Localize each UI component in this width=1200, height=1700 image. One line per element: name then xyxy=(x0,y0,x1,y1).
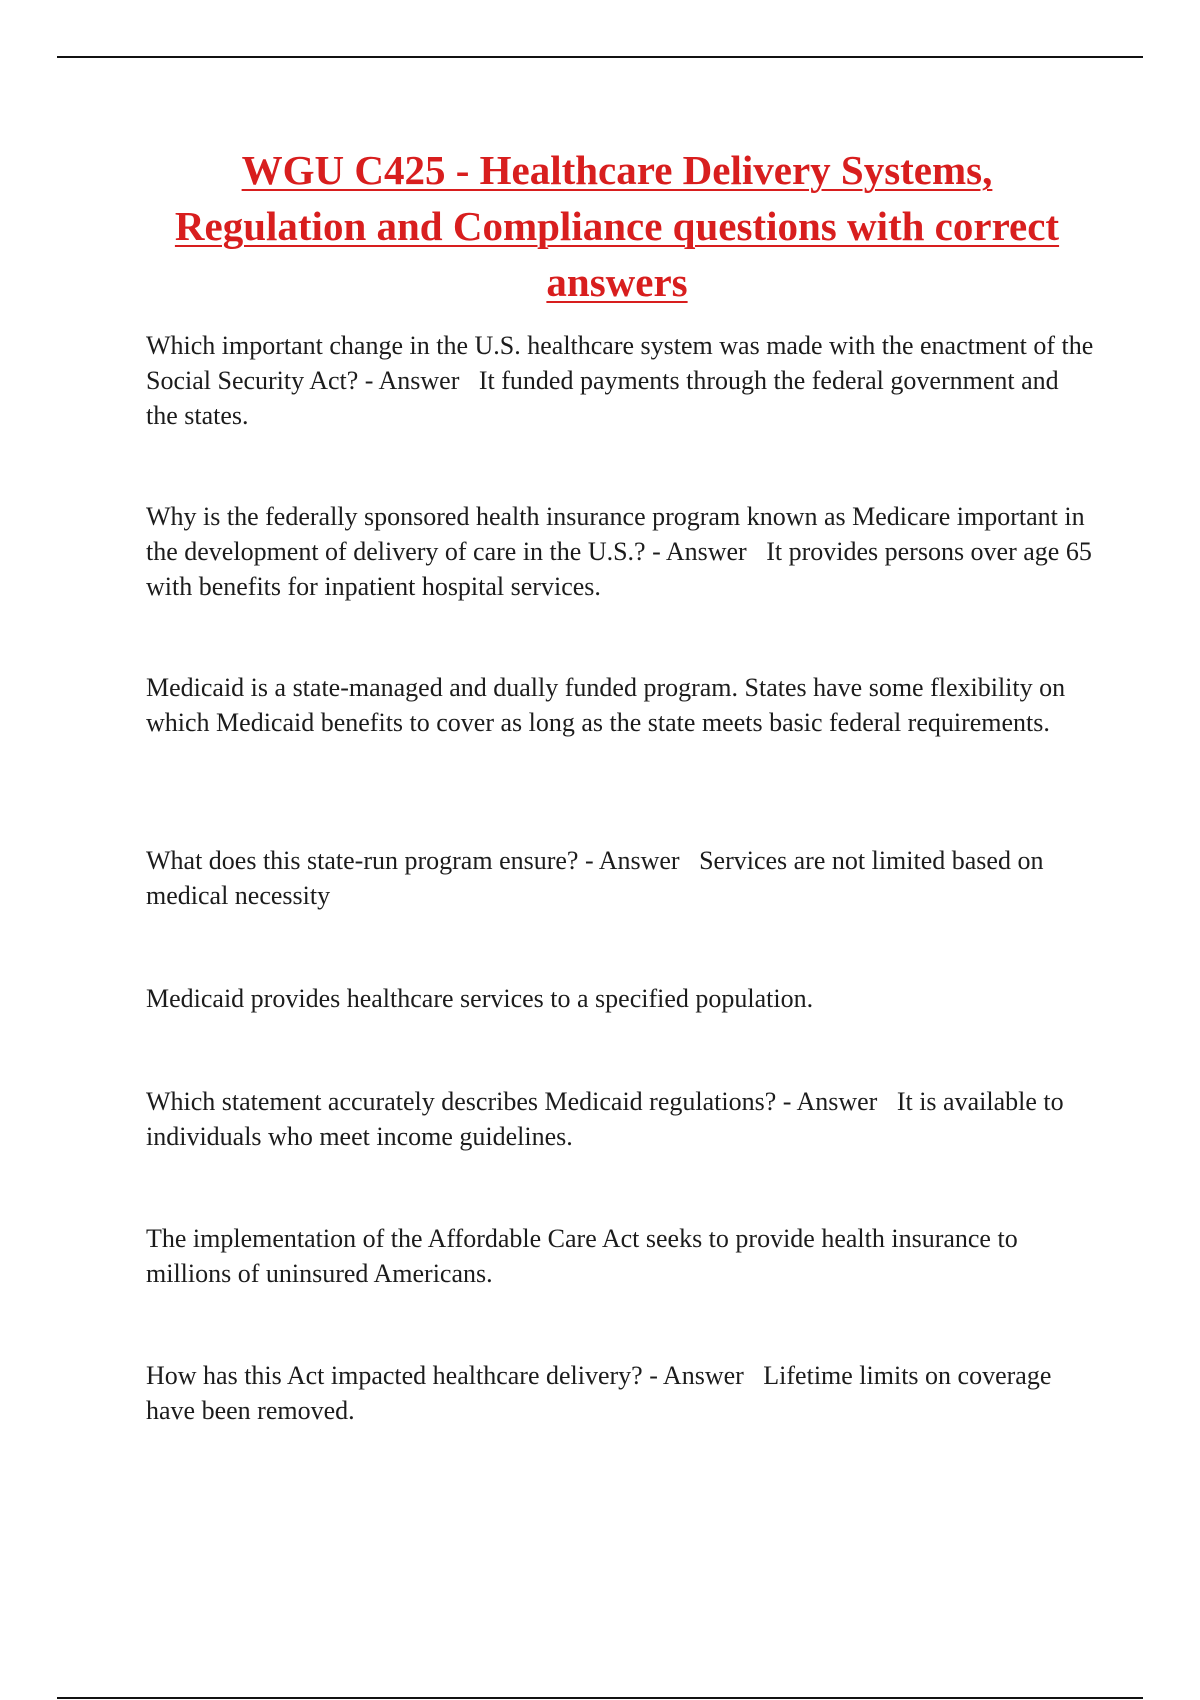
question-text: Which important change in the U.S. healthcare system was made with the enactment of the Social Security Act? - Answer xyxy=(146,331,1094,395)
question-text: What does this state-run program ensure? - Answer xyxy=(146,846,680,875)
statement-item-7: The implementation of the Affordable Care Act seeks to provide health insurance to millions of uninsured Americans. xyxy=(146,1224,1018,1288)
question-text: Why is the federally sponsored health insurance program known as Medicare important in the development of delivery of care in the U.S.? - Answer xyxy=(146,502,1085,566)
answer-text: It is available to individuals who meet income guidelines. xyxy=(146,1087,1064,1151)
qa-item-2 xyxy=(146,499,1096,604)
question-text: Which statement accurately describes Medicaid regulations? - Answer xyxy=(146,1087,878,1116)
qa-item-4 xyxy=(146,843,1096,913)
answer-text: Lifetime limits on coverage have been removed. xyxy=(146,1361,1052,1425)
question-text: How has this Act impacted healthcare delivery? - Answer xyxy=(146,1361,744,1390)
answer-text: Services are not limited based on medical necessity xyxy=(146,846,1044,910)
statement-item-3: Medicaid is a state-managed and dually funded program. States have some flexibility on which Medicaid benefits to cover as long as the state meets basic federal requirements. xyxy=(146,673,1066,737)
answer-text: It funded payments through the federal government and the states. xyxy=(146,366,1059,430)
document-title: WGU C425 - Healthcare Delivery Systems, Regulation and Compliance questions with correct answers xyxy=(174,147,1060,305)
bottom-rule xyxy=(57,1697,1143,1699)
top-rule xyxy=(57,56,1143,58)
qa-item-8 xyxy=(146,1358,1096,1428)
qa-item-1 xyxy=(146,328,1096,433)
answer-text: It provides persons over age 65 with benefits for inpatient hospital services. xyxy=(146,537,1092,601)
statement-item-5: Medicaid provides healthcare services to a specified population. xyxy=(146,984,814,1013)
qa-item-6 xyxy=(146,1084,1096,1154)
